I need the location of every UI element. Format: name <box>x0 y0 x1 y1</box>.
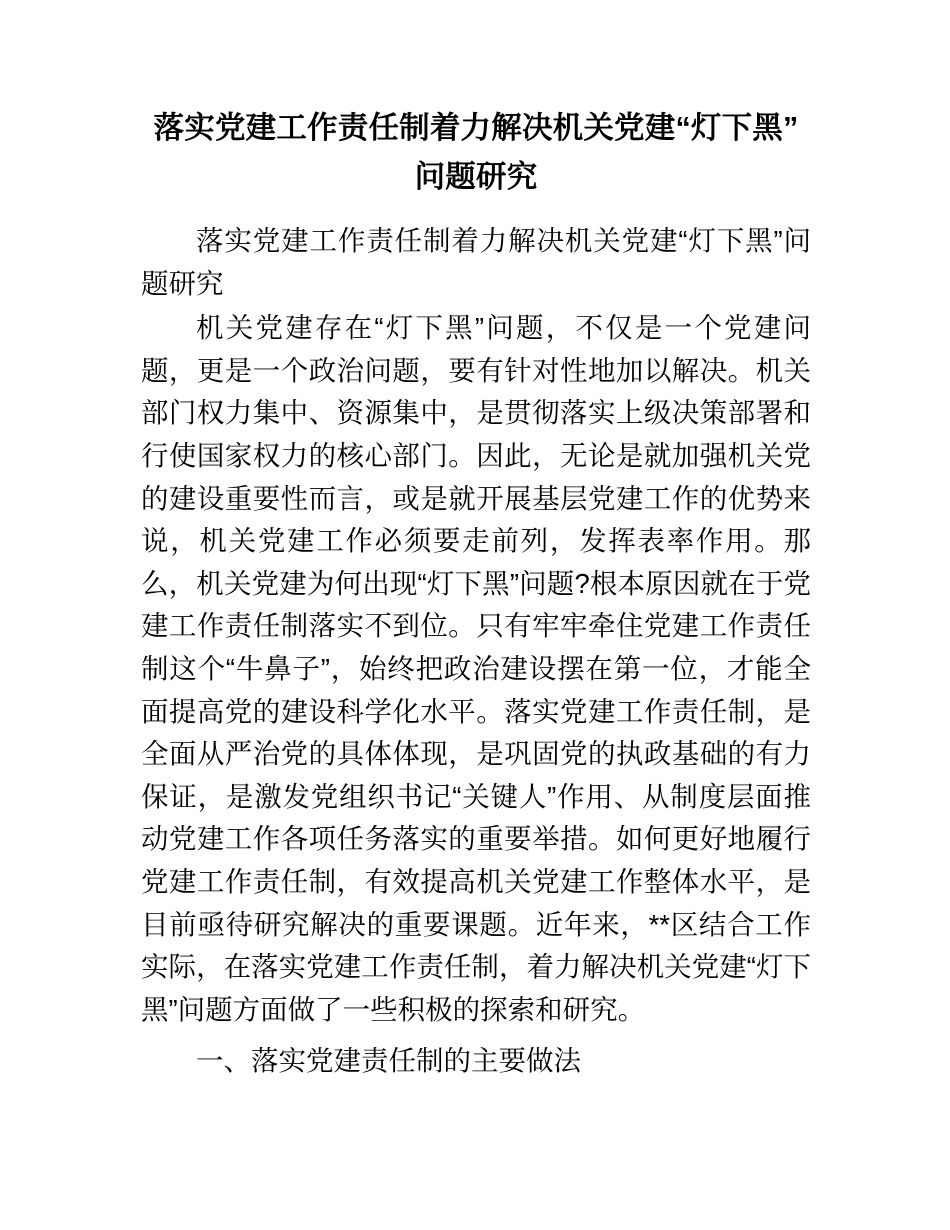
paragraph-spacer-2 <box>141 1031 811 1040</box>
document-content-column <box>141 0 811 1083</box>
subtitle-paragraph: 落实党建工作责任制着力解决机关党建“灯下黑”问题研究 <box>141 225 811 299</box>
page-title: 落实党建工作责任制着力解决机关党建“灯下黑”问题研究 <box>153 111 799 194</box>
body-paragraph: 机关党建存在“灯下黑”问题，不仅是一个党建问题，更是一个政治问题，要有针对性地加以解决。机关部门权力集中、资源集中，是贯彻落实上级决策部署和行使国家权力的核心部门。因此，无论是就加强机关党的建设重要性而言，或是就开展基层党建工作的优势来说，机关党建工作必须要走前列，发挥表率作用。那么，机关党建为何出现“灯下黑”问题?根本原因就在于党建工作责任制落实不到位。只有牢牢牵住党建工作责任制这个“牛鼻子”，始终把政治建设摆在第一位，才能全面提高党的建设科学化水平。落实党建工作责任制，是全面从严治党的具体体现，是巩固党的执政基础的有力保证，是激发党组织书记“关键人”作用、从制度层面推动党建工作各项任务落实的重要举措。如何更好地履行党建工作责任制，有效提高机关党建工作整体水平，是目前亟待研究解决的重要课题。近年来，**区结合工作实际，在落实党建工作责任制，着力解决机关党建“灯下黑”问题方面做了一些积极的探索和研究。 <box>141 312 811 1025</box>
title-spacer <box>141 202 811 220</box>
section-heading-one: 一、落实党建责任制的主要做法 <box>196 1045 581 1077</box>
